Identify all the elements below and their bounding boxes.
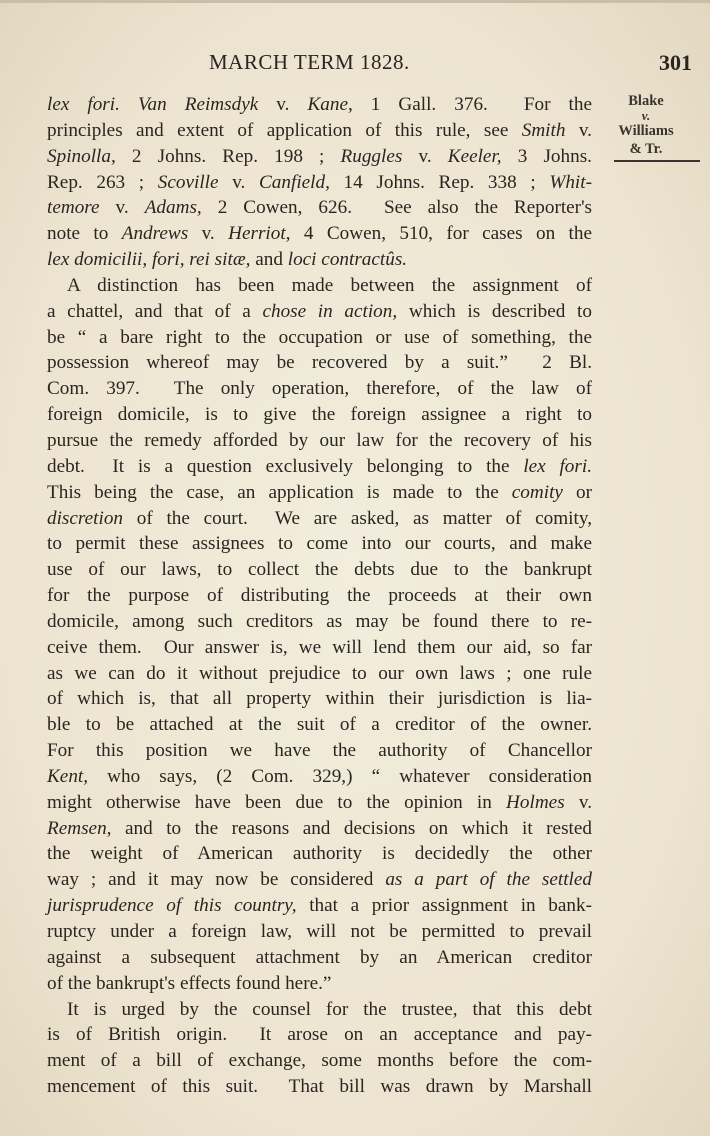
text-run: Rep. 263 ; [47, 171, 158, 193]
body-text [47, 92, 592, 1100]
text-line [47, 170, 592, 196]
text-run: ble to be attached at the suit of a creditor of the owner. [47, 714, 592, 736]
text-line [47, 997, 592, 1023]
text-run: ment of a bill of exchange, some months before the com- [47, 1050, 592, 1072]
text-run: ceive them. Our answer is, we will lend them our aid, so far [47, 636, 592, 658]
text-run: to permit these assignees to come into our courts, and make [47, 533, 592, 555]
text-run: v. [402, 145, 448, 167]
text-line [47, 350, 592, 376]
text-line [47, 480, 592, 506]
text-run: mencement of this suit. That bill was drawn by Marshall [47, 1076, 592, 1098]
italic-text: Kent, [47, 765, 89, 787]
italic-text: Smith [521, 119, 566, 141]
scan-edge [0, 0, 710, 3]
italic-text: discretion [47, 507, 124, 529]
text-line [47, 738, 592, 764]
text-line [47, 893, 592, 919]
text-line [47, 221, 592, 247]
text-line [47, 790, 592, 816]
italic-text: jurisprudence of this country, [47, 895, 297, 917]
text-line [47, 971, 592, 997]
text-line [47, 247, 592, 273]
case-party-2-suffix: & Tr. [629, 141, 663, 157]
versus: v. [641, 108, 651, 123]
text-run: 2 Johns. Rep. 198 ; [115, 145, 341, 167]
text-line [47, 428, 592, 454]
italic-text: lex fori. [523, 455, 592, 477]
page-header [47, 50, 692, 80]
italic-text: Van Reimsdyk [137, 94, 259, 115]
text-run: v. [565, 119, 592, 141]
italic-text: Remsen, [47, 817, 112, 839]
text-run: It is urged by the counsel for the trustee, that this debt [67, 998, 592, 1020]
text-run: pursue the remedy afforded by our law for the recovery of his [47, 429, 592, 451]
text-run: Com. 397. The only operation, therefore, of the law of [47, 378, 592, 400]
italic-text: Keeler, [447, 145, 502, 167]
text-run: debt. It is a question exclusively belonging to the [47, 455, 524, 477]
italic-text: Ruggles [340, 145, 403, 167]
text-line [47, 635, 592, 661]
case-party-2: Williams [618, 123, 674, 139]
text-line [47, 609, 592, 635]
text-line [47, 583, 592, 609]
text-run: possession whereof may be recovered by a suit.” 2 Bl. [47, 352, 592, 374]
italic-text: Herriot, [228, 223, 291, 245]
text-run: 14 Johns. Rep. 338 ; [329, 171, 550, 193]
text-line [47, 299, 592, 325]
text-run: and to the reasons and decisions on which it rested [111, 817, 592, 839]
italic-text: lex fori. [47, 94, 120, 115]
text-run: 4 Cowen, 510, for cases on the [290, 223, 592, 245]
text-line [47, 1048, 592, 1074]
text-run: A distinction has been made between the assignment of [67, 274, 592, 296]
text-line [47, 841, 592, 867]
text-line [47, 557, 592, 583]
italic-text: Kane, [307, 94, 353, 115]
text-line [47, 661, 592, 687]
text-run: that a prior assignment in bank- [296, 895, 592, 917]
text-run: for the purpose of distributing the proceeds at their own [47, 585, 592, 607]
text-line [47, 531, 592, 557]
text-line [47, 325, 592, 351]
text-run: v. [188, 223, 229, 245]
text-run: of which is, that all property within their jurisdiction is lia- [47, 688, 592, 710]
text-run: 2 Cowen, 626. See also the Reporter's [201, 197, 592, 219]
text-run: v. [218, 171, 259, 193]
italic-text: Scoville [157, 171, 219, 193]
text-run: note to [47, 223, 122, 245]
text-run: is of British origin. It arose on an acceptance and pay- [47, 1024, 592, 1046]
italic-text: Adams, [144, 197, 202, 219]
text-run: or [562, 481, 592, 503]
text-line [47, 376, 592, 402]
page-number: 301 [659, 50, 692, 75]
text-line [47, 454, 592, 480]
text-run: 1 Gall. 376. For the [352, 94, 592, 115]
text-line [47, 1074, 592, 1100]
text-line [47, 867, 592, 893]
running-title: MARCH TERM 1828. [209, 50, 410, 74]
text-run: be “ a bare right to the occupation or use of something, the [47, 326, 592, 348]
text-line [47, 402, 592, 428]
text-line [47, 945, 592, 971]
text-run: of the court. We are asked, as matter of comity, [123, 507, 592, 529]
italic-text: Holmes [506, 791, 565, 813]
text-run: way ; and it may now be considered [47, 869, 386, 891]
italic-text: comity [511, 481, 563, 503]
italic-text: as a part of the settled [385, 869, 592, 891]
text-run: v. [99, 197, 145, 219]
text-run: v. [258, 94, 308, 115]
italic-text: lex domicilii, fori, rei sitæ, [47, 249, 251, 271]
italic-text: Canfield, [259, 171, 330, 193]
italic-text: loci contractûs. [287, 249, 408, 271]
text-run: principles and extent of application of this rule, see [47, 119, 522, 141]
text-run: who says, (2 Com. 329,) “ whatever consideration [88, 765, 592, 787]
text-run [120, 94, 138, 115]
italic-text: temore [47, 197, 100, 219]
text-line [47, 919, 592, 945]
italic-text: Whit- [549, 171, 592, 193]
text-run: v. [564, 791, 592, 813]
text-run: 3 Johns. [501, 145, 592, 167]
margin-rule [614, 160, 700, 162]
text-run: the weight of American authority is decidedly the other [47, 843, 592, 865]
text-run: use of our laws, to collect the debts due to the bankrupt [47, 559, 592, 581]
text-line [47, 92, 592, 118]
text-run: as we can do it without prejudice to our own laws ; one rule [47, 662, 592, 684]
margin-case-note [606, 92, 686, 162]
text-run: against a subsequent attachment by an American creditor [47, 946, 592, 968]
text-line [47, 506, 592, 532]
text-line [47, 144, 592, 170]
text-line [47, 195, 592, 221]
text-run: and [250, 249, 288, 271]
text-run: a chattel, and that of a [47, 300, 263, 322]
case-party-1: Blake [628, 93, 664, 109]
text-line [47, 816, 592, 842]
text-run: foreign domicile, is to give the foreign assignee a right to [47, 404, 592, 426]
text-run: For this position we have the authority of Chancellor [47, 740, 592, 762]
italic-text: Andrews [121, 223, 189, 245]
text-run: of the bankrupt's effects found here.” [47, 972, 332, 994]
text-run: might otherwise have been due to the opinion in [47, 791, 507, 813]
text-run: ruptcy under a foreign law, will not be permitted to prevail [47, 921, 592, 942]
text-run: This being the case, an application is made to the [47, 481, 512, 503]
text-line [47, 118, 592, 144]
text-line [47, 712, 592, 738]
text-run: which is described to [397, 300, 592, 322]
text-line [47, 273, 592, 299]
text-line [47, 1022, 592, 1048]
italic-text: chose in action, [262, 300, 398, 322]
italic-text: Spinolla, [47, 145, 116, 167]
text-run: domicile, among such creditors as may be found there to re- [47, 610, 592, 632]
text-line [47, 764, 592, 790]
text-line [47, 686, 592, 712]
